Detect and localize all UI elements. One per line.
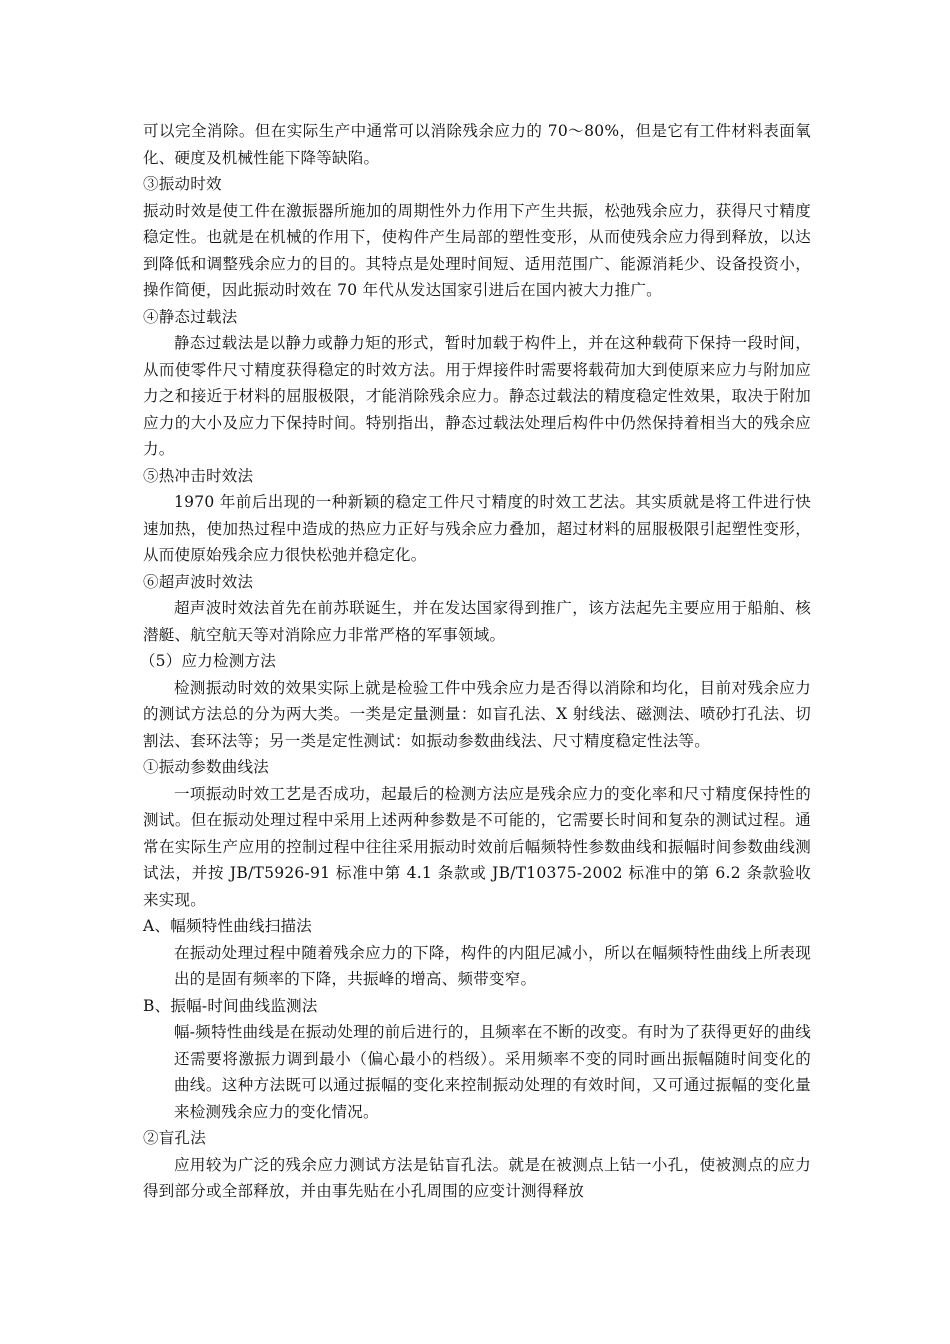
paragraph: 振动时效是使工件在激振器所施加的周期性外力作用下产生共振，松弛残余应力，获得尺寸精度稳定性。也就是在机械的作用下，使构件产生局部的塑性变形，从而使残余应力得到释放，以达到降低和调整残余应力的目的。其特点是处理时间短、适用范围广、能源消耗少、设备投资小，操作简便，因此振动时效在 70 年代从发达国家引进后在国内被大力推广。: [143, 201, 811, 299]
section-heading: ⑤热冲击时效法: [143, 466, 254, 485]
document-body: [139, 118, 811, 1205]
paragraph: 幅-频特性曲线是在振动处理的前后进行的，且频率在不断的改变。有时为了获得更好的曲线还需要将激振力调到最小（偏心最小的档级）。采用频率不变的同时画出振幅随时间变化的曲线。这种方法既可以通过振幅的变化来控制振动处理的有效时间，又可通过振幅的变化量来检测残余应力的变化情况。: [174, 1023, 811, 1121]
paragraph: 超声波时效法首先在前苏联诞生，并在发达国家得到推广，该方法起先主要应用于船舶、核潜艇、航空航天等对消除应力非常严格的军事领域。: [143, 599, 811, 644]
paragraph: 可以完全消除。但在实际生产中通常可以消除残余应力的 70～80%，但是它有工件材料表面氧化、硬度及机械性能下降等缺陷。: [143, 122, 811, 167]
paragraph: 一项振动时效工艺是否成功，起最后的检测方法应是残余应力的变化率和尺寸精度保持性的测试。但在振动处理过程中采用上述两种参数是不可能的，它需要长时间和复杂的测试过程。通常在实际生产应用的控制过程中往往采用振动时效前后幅频特性参数曲线和振幅时间参数曲线测试法，并按 JB/T5926-91 标准中第 4.1 条款或 JB/T10375-2002 标准中的第 6.2 条款验收来实现。: [143, 784, 811, 909]
paragraph: 在振动处理过程中随着残余应力的下降，构件的内阻尼减小，所以在幅频特性曲线上所表现出的是固有频率的下降，共振峰的增高、频带变窄。: [174, 943, 811, 988]
section-heading: ⑥超声波时效法: [143, 572, 254, 591]
paragraph: 检测振动时效的效果实际上就是检验工件中残余应力是否得以消除和均化，目前对残余应力的测试方法总的分为两大类。一类是定量测量：如盲孔法、X 射线法、磁测法、喷砂打孔法、切割法、套环法等；另一类是定性测试：如振动参数曲线法、尺寸精度稳定性法等。: [143, 678, 811, 750]
section-heading: （5）应力检测方法: [139, 652, 277, 670]
section-heading: ①振动参数曲线法: [143, 758, 270, 776]
subsection-heading: B、振幅-时间曲线监测法: [143, 996, 318, 1015]
section-heading: ③振动时效: [143, 175, 222, 193]
paragraph: 静态过载法是以静力或静力矩的形式，暂时加载于构件上，并在这种载荷下保持一段时间，从而使零件尺寸精度获得稳定的时效方法。用于焊接件时需要将载荷加大到使原来应力与附加应力之和接近于材料的屈服极限，才能消除残余应力。静态过载法的精度稳定性效果，取决于附加应力的大小及应力下保持时间。特别指出，静态过载法处理后构件中仍然保持着相当大的残余应力。: [143, 334, 811, 458]
section-heading: ④静态过载法: [143, 307, 238, 326]
paragraph: 应用较为广泛的残余应力测试方法是钻盲孔法。就是在被测点上钻一小孔，使被测点的应力得到部分或全部释放，并由事先贴在小孔周围的应变计测得释放: [143, 1155, 811, 1200]
paragraph: 1970 年前后出现的一种新颖的稳定工件尺寸精度的时效工艺法。其实质就是将工件进行快速加热，使加热过程中造成的热应力正好与残余应力叠加，超过材料的屈服极限引起塑性变形，从而使原始残余应力很快松弛并稳定化。: [143, 493, 811, 564]
section-heading: ②盲孔法: [143, 1129, 207, 1147]
subsection-heading: A、幅频特性曲线扫描法: [143, 917, 312, 935]
